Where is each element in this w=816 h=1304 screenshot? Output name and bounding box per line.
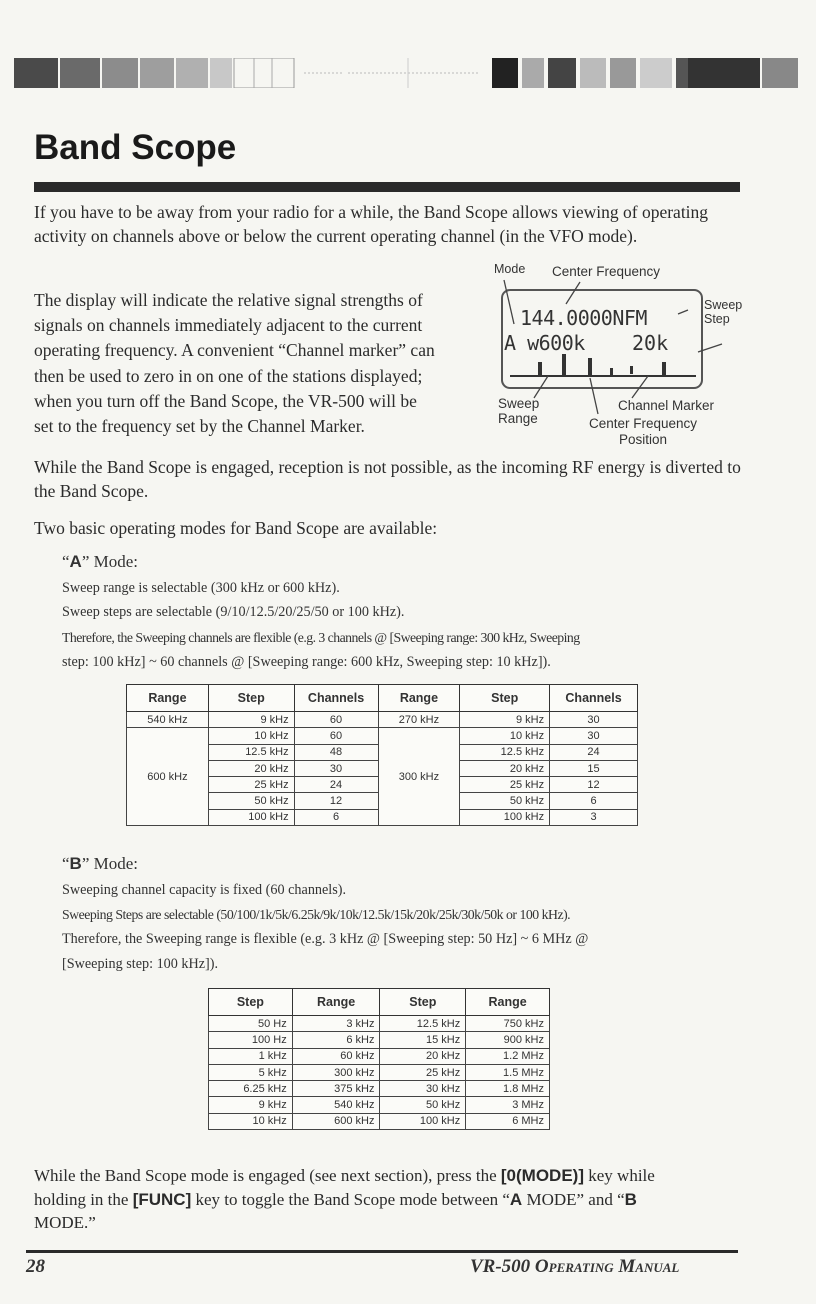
range-cell: 270 kHz	[378, 712, 460, 728]
closing-text: key to toggle the Band Scope mode between “	[191, 1189, 510, 1209]
mode-letter: B	[69, 854, 82, 873]
display-line: then be used to zero in on one of the stations displayed;	[34, 366, 423, 386]
mode-b-table	[208, 988, 550, 1130]
step-cell: 10 kHz	[460, 728, 550, 744]
step-cell: 100 kHz	[208, 809, 294, 825]
channels-cell: 24	[294, 777, 378, 793]
step-cell: 25 kHz	[460, 777, 550, 793]
table-row	[209, 1064, 550, 1080]
table-row	[209, 1113, 550, 1129]
column-header: Range	[292, 989, 380, 1016]
step-cell: 50 kHz	[460, 793, 550, 809]
center-frequency-label: Center Frequency	[552, 264, 661, 279]
column-header: Range	[127, 685, 209, 712]
step-cell: 6.25 kHz	[209, 1081, 293, 1097]
closing-text: MODE.”	[34, 1213, 96, 1232]
sweep-range-label-line: Range	[498, 411, 538, 426]
range-cell: 375 kHz	[292, 1081, 380, 1097]
quote: “	[62, 552, 70, 571]
mode-b-line: Sweeping channel capacity is fixed (60 channels).	[62, 882, 347, 898]
step-cell: 12.5 kHz	[460, 744, 550, 760]
step-cell: 12.5 kHz	[380, 1016, 466, 1032]
reception-note: While the Band Scope is engaged, reception is not possible, as the incoming RF energy is diverted to the Band Scope.	[34, 457, 741, 501]
band-scope-diagram	[490, 262, 750, 454]
sweep-range-label-line: Sweep	[498, 396, 540, 411]
step-cell: 25 kHz	[380, 1064, 466, 1080]
step-cell: 9 kHz	[460, 712, 550, 728]
display-line: signals on channels immediately adjacent to the current	[34, 315, 423, 335]
step-cell: 50 kHz	[380, 1097, 466, 1113]
mode-a-table	[126, 684, 638, 826]
column-header: Range	[378, 685, 460, 712]
mode-a-heading	[62, 552, 138, 572]
channel-marker-label: Channel Marker	[618, 398, 715, 413]
sweep-range-label	[498, 396, 539, 426]
channels-cell: 3	[550, 809, 638, 825]
step-cell: 12.5 kHz	[208, 744, 294, 760]
step-cell: 15 kHz	[380, 1032, 466, 1048]
channels-cell: 48	[294, 744, 378, 760]
cf-position-label-line: Position	[618, 432, 668, 447]
step-cell: 25 kHz	[208, 777, 294, 793]
range-cell: 3 MHz	[466, 1097, 550, 1113]
step-cell: 9 kHz	[209, 1097, 293, 1113]
column-header: Channels	[294, 685, 378, 712]
mode-b-line: [Sweeping step: 100 kHz]).	[62, 956, 219, 972]
column-header: Step	[380, 989, 466, 1016]
step-cell: 100 Hz	[209, 1032, 293, 1048]
mode-b-line: Sweeping Steps are selectable (50/100/1k/5k/6.25k/9k/10k/12.5k/15k/20k/25k/30k/50k or 100 kHz).	[62, 907, 571, 922]
lcd-step-readout: 20k	[632, 331, 669, 355]
mode-a-line: Sweep range is selectable (300 kHz or 600 kHz).	[62, 580, 340, 596]
table-row	[209, 1097, 550, 1113]
range-cell: 540 kHz	[292, 1097, 380, 1113]
table-row	[127, 728, 638, 744]
mode-a-line: Sweep steps are selectable (9/10/12.5/20/25/50 or 100 kHz).	[62, 604, 405, 620]
step-cell: 50 Hz	[209, 1016, 293, 1032]
step-cell: 50 kHz	[208, 793, 294, 809]
mode-a-line: Therefore, the Sweeping channels are flexible (e.g. 3 channels @ [Sweeping range: 300 kHz, Sweeping	[62, 630, 580, 645]
range-cell: 600 kHz	[127, 728, 209, 826]
page-title: Band Scope	[34, 128, 237, 167]
range-cell: 60 kHz	[292, 1048, 380, 1064]
title-rule	[34, 182, 740, 192]
range-cell: 1.5 MHz	[466, 1064, 550, 1080]
cf-position-label-line: Center Frequency	[588, 416, 698, 431]
step-cell: 5 kHz	[209, 1064, 293, 1080]
table-row	[127, 712, 638, 728]
closing-text: key while	[584, 1166, 655, 1185]
sweep-step-label-line: Step	[704, 312, 730, 326]
table-header-row	[127, 685, 638, 712]
footer-rule	[26, 1250, 738, 1253]
closing-text: holding in the	[34, 1189, 133, 1209]
channels-cell: 6	[550, 793, 638, 809]
page-number: 28	[26, 1256, 45, 1277]
range-cell: 900 kHz	[466, 1032, 550, 1048]
mode-key: [0(MODE)]	[500, 1166, 584, 1185]
mode-heading-text: ” Mode:	[81, 552, 139, 571]
mode-letter: A	[509, 1189, 523, 1209]
range-cell: 1.8 MHz	[466, 1081, 550, 1097]
column-header: Step	[208, 685, 294, 712]
table-header-row	[209, 989, 550, 1016]
range-cell: 300 kHz	[378, 728, 460, 826]
step-cell: 1 kHz	[209, 1048, 293, 1064]
mode-a-line: step: 100 kHz] ~ 60 channels @ [Sweeping range: 600 kHz, Sweeping step: 10 kHz]).	[62, 654, 551, 670]
range-cell: 750 kHz	[466, 1016, 550, 1032]
range-cell: 6 MHz	[466, 1113, 550, 1129]
table-row	[209, 1081, 550, 1097]
column-header: Step	[460, 685, 550, 712]
step-cell: 10 kHz	[208, 728, 294, 744]
step-cell: 100 kHz	[380, 1113, 466, 1129]
closing-text: While the Band Scope mode is engaged (see next section), press the	[34, 1166, 501, 1185]
display-line: set to the frequency set by the Channel Marker.	[34, 416, 365, 436]
channels-cell: 60	[294, 712, 378, 728]
table-row	[209, 1016, 550, 1032]
range-cell: 300 kHz	[292, 1064, 380, 1080]
quote: “	[62, 854, 70, 873]
mode-label: Mode	[494, 262, 526, 276]
header-decoration-right	[348, 58, 800, 88]
closing-text: MODE” and “	[522, 1189, 625, 1209]
channels-cell: 6	[294, 809, 378, 825]
header-decoration-left	[14, 58, 344, 88]
display-line: The display will indicate the relative signal strengths of	[34, 290, 423, 310]
channels-cell: 30	[550, 712, 638, 728]
toggle-instructions	[34, 1164, 746, 1235]
display-line: operating frequency. A convenient “Channel marker” can	[34, 340, 435, 360]
manual-title: VR-500 Operating Manual	[470, 1256, 680, 1277]
mode-b-line: Therefore, the Sweeping range is flexible (e.g. 3 kHz @ [Sweeping step: 50 Hz] ~ 6 MHz @	[62, 931, 589, 947]
mode-letter: B	[624, 1189, 637, 1209]
intro-paragraph: If you have to be away from your radio for a while, the Band Scope allows viewing of operating activity on channels above or below the current operating channel (in the VFO mode).	[34, 202, 709, 246]
display-line: when you turn off the Band Scope, the VR-500 will be	[34, 391, 417, 411]
func-key: [FUNC]	[132, 1189, 192, 1209]
channels-cell: 24	[550, 744, 638, 760]
range-cell: 540 kHz	[127, 712, 209, 728]
step-cell: 20 kHz	[380, 1048, 466, 1064]
column-header: Step	[209, 989, 293, 1016]
table-row	[209, 1032, 550, 1048]
channels-cell: 15	[550, 760, 638, 776]
step-cell: 100 kHz	[460, 809, 550, 825]
step-cell: 20 kHz	[460, 760, 550, 776]
mode-heading-text: ” Mode:	[81, 854, 139, 873]
channels-cell: 12	[550, 777, 638, 793]
range-cell: 3 kHz	[292, 1016, 380, 1032]
center-frequency-position-label	[578, 416, 708, 448]
channels-cell: 12	[294, 793, 378, 809]
lcd-frequency-readout: 144.0000NFM	[520, 306, 647, 330]
channels-cell: 30	[550, 728, 638, 744]
range-cell: 600 kHz	[292, 1113, 380, 1129]
range-cell: 6 kHz	[292, 1032, 380, 1048]
mode-letter: A	[69, 552, 82, 571]
step-cell: 30 kHz	[380, 1081, 466, 1097]
column-header: Range	[466, 989, 550, 1016]
channels-cell: 60	[294, 728, 378, 744]
range-cell: 1.2 MHz	[466, 1048, 550, 1064]
column-header: Channels	[550, 685, 638, 712]
modes-intro: Two basic operating modes for Band Scope are available:	[34, 518, 438, 538]
table-row	[209, 1048, 550, 1064]
mode-b-heading	[62, 854, 138, 874]
channels-cell: 30	[294, 760, 378, 776]
step-cell: 9 kHz	[208, 712, 294, 728]
step-cell: 20 kHz	[208, 760, 294, 776]
step-cell: 10 kHz	[209, 1113, 293, 1129]
sweep-step-label-line: Sweep	[704, 298, 743, 312]
lcd-mode-range-readout: A w600k	[504, 331, 585, 355]
sweep-step-label	[704, 298, 742, 326]
